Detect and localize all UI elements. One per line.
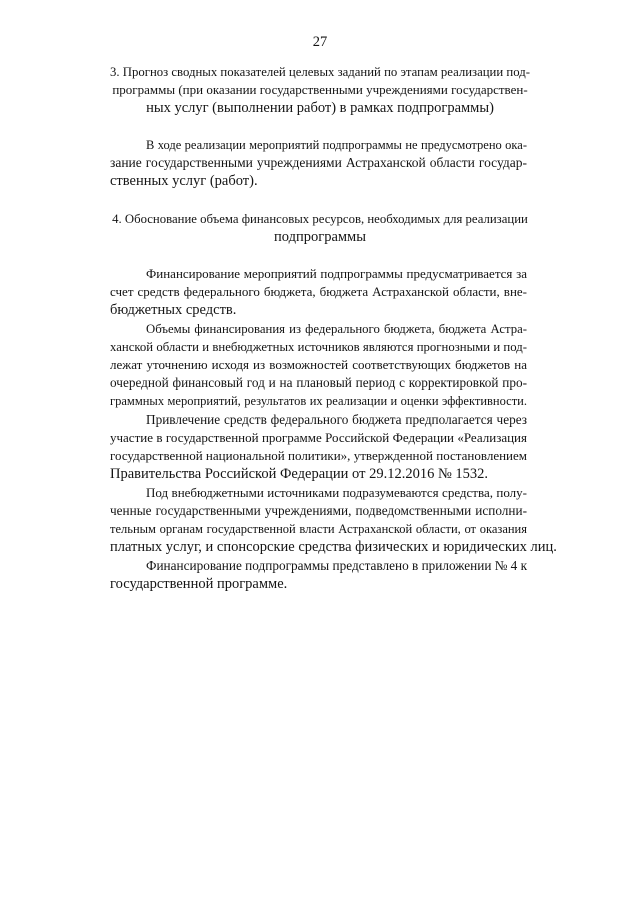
paragraph-line: ханской области и внебюджетных источников являются прогнозными и под- [110,340,527,354]
heading-line: ных услуг (выполнении работ) в рамках подпрограммы) [146,100,494,116]
paragraph-line: государственной национальной политики», утвержденной постановлением [110,448,527,463]
heading-line: 3. Прогноз сводных показателей целевых заданий по этапам реализации под- [110,65,530,79]
paragraph-line: бюджетных средств. [110,302,237,318]
paragraph-line: ственных услуг (работ). [110,173,258,189]
paragraph-line: Финансирование подпрограммы представлено в приложении № 4 к [146,558,528,573]
paragraph-line: лежат уточнению исходя из возможностей соответствующих бюджетов на [110,357,527,372]
paragraph-line: Привлечение средств федерального бюджета предполагается через [146,412,527,427]
paragraph-line: Объемы финансирования из федерального бюджета, бюджета Астра- [146,322,527,336]
paragraph-line: граммных мероприятий, результатов их реализации и оценки эффективности. [110,394,527,408]
paragraph-line: зание государственными учреждениями Астраханской области государ- [110,155,527,170]
paragraph-line: ченные государственными учреждениями, подведомственными исполни- [110,503,527,518]
paragraph-line: тельным органам государственной власти Астраханской области, от оказания [110,522,527,536]
heading-line: программы (при оказании государственными учреждениями государствен- [112,82,528,97]
paragraph-line: Под внебюджетными источниками подразумеваются средства, полу- [146,485,527,500]
paragraph-line: Правительства Российской Федерации от 29.12.2016 № 1532. [110,466,489,482]
paragraph-line: Финансирование мероприятий подпрограммы предусматривается за [146,266,527,281]
heading-line: подпрограммы [274,229,366,245]
page-number: 27 [312,34,328,50]
paragraph-line: счет средств федерального бюджета, бюджета Астраханской области, вне- [110,284,527,299]
paragraph-line: платных услуг, и спонсорские средства физических и юридических лиц. [110,539,557,555]
heading-line: 4. Обоснование объема финансовых ресурсов, необходимых для реализации [112,212,528,226]
paragraph-line: участие в государственной программе Российской Федерации «Реализация [110,430,527,445]
paragraph-line: государственной программе. [110,576,288,592]
paragraph-line: В ходе реализации мероприятий подпрограммы не предусмотрено ока- [146,138,527,152]
paragraph-line: очередной финансовый год и на плановый период с корректировкой про- [110,375,527,390]
